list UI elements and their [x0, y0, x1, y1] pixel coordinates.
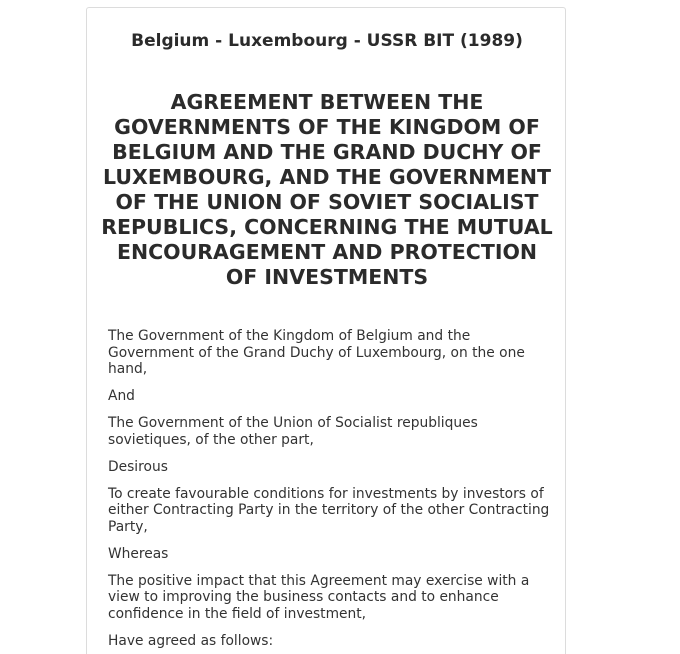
- document-body: [108, 328, 553, 654]
- paragraph-favourable-conditions: To create favourable conditions for investments by investors of either Contracting Party in the territory of the other Contracting Party,: [108, 485, 550, 535]
- paragraph-agreed: Have agreed as follows:: [108, 632, 274, 649]
- document-card: [86, 7, 566, 654]
- paragraph-parties-belgium-luxembourg: The Government of the Kingdom of Belgium and the Government of the Grand Duchy of Luxembourg, on the one hand,: [108, 328, 525, 377]
- document-header: Belgium - Luxembourg - USSR BIT (1989): [131, 31, 523, 51]
- document-title: AGREEMENT BETWEEN THE GOVERNMENTS OF THE KINGDOM OF BELGIUM AND THE GRAND DUCHY OF LUXEMBOURG, AND THE GOVERNMENT OF THE UNION OF SOVIET SOCIALIST REPUBLICS, CONCERNING THE MUTUAL ENCOURAGEMENT AND PROTECTION OF INVESTMENTS: [101, 90, 553, 289]
- paragraph-positive-impact: The positive impact that this Agreement may exercise with a view to improving the business contacts and to enhance confidence in the field of investment,: [108, 572, 530, 622]
- paragraph-desirous: Desirous: [108, 458, 168, 475]
- paragraph-whereas: Whereas: [108, 545, 169, 562]
- paragraph-parties-ussr: The Government of the Union of Socialist republiques sovietiques, of the other part,: [108, 415, 478, 448]
- paragraph-and: And: [108, 388, 135, 404]
